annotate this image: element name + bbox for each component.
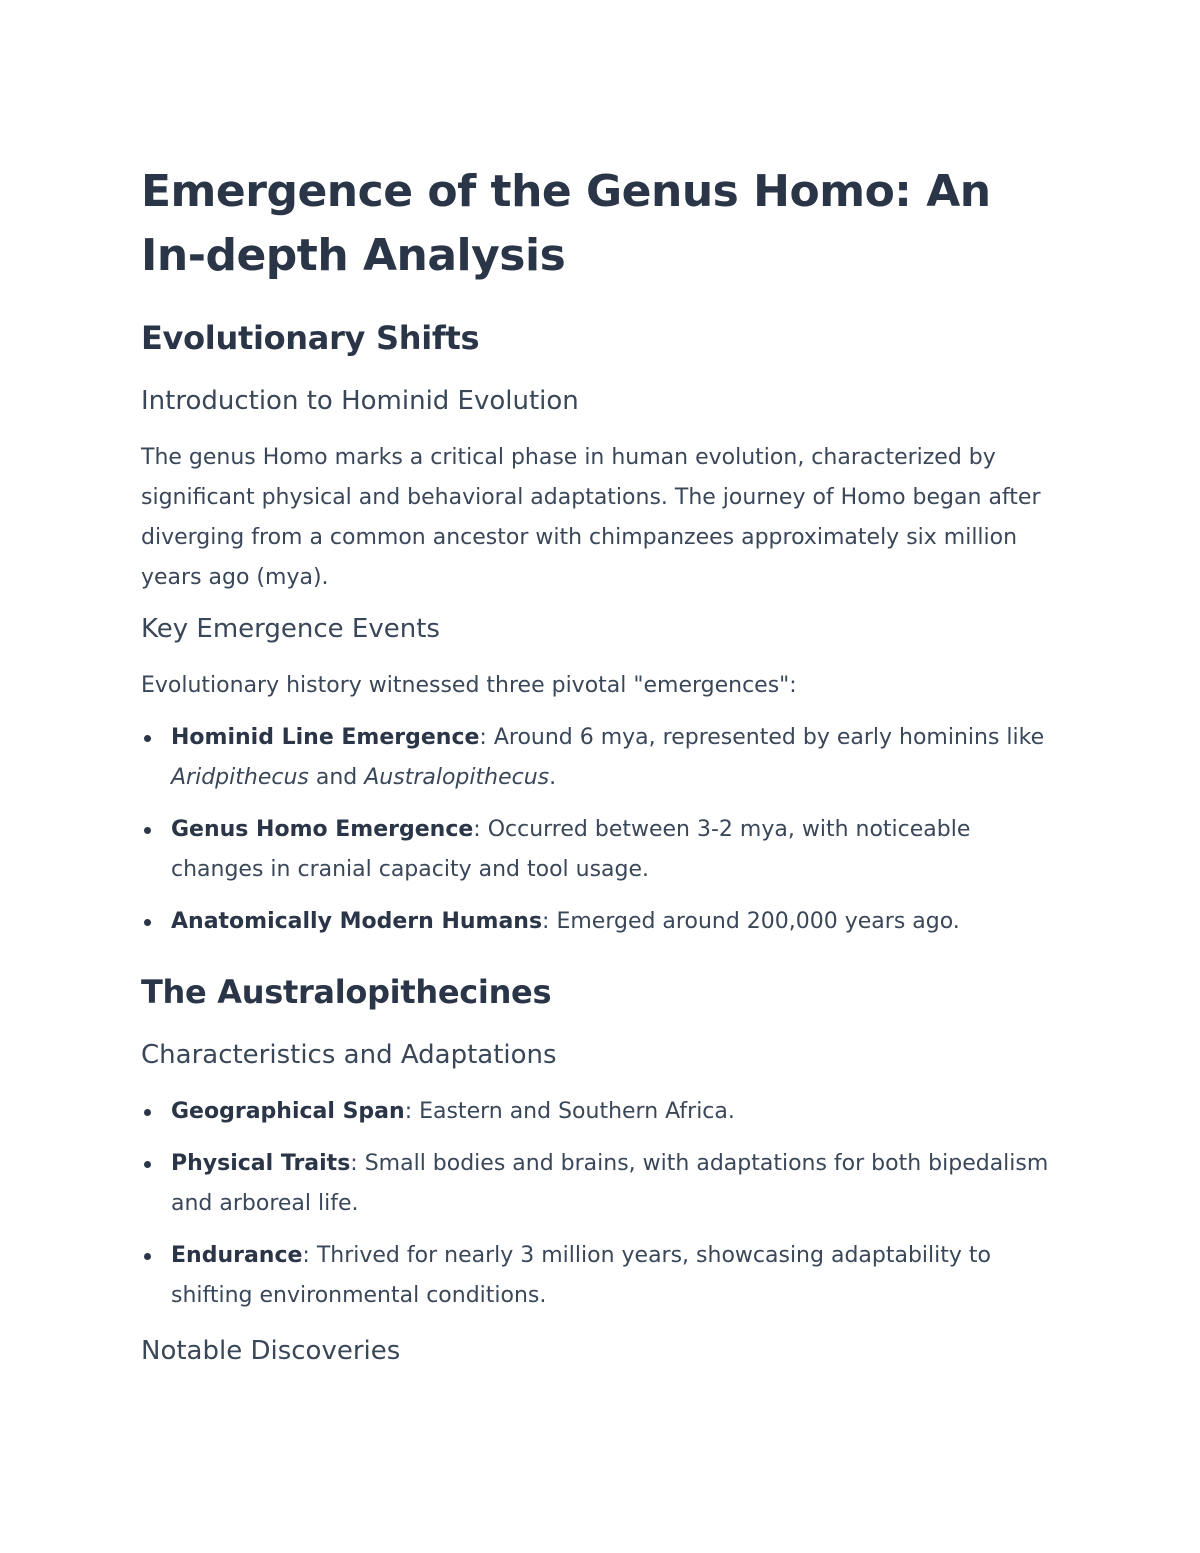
list-item-italic: Aridpithecus <box>171 765 309 790</box>
intro-paragraph: The genus Homo marks a critical phase in human evolution, characterized by significant physical and behavioral adaptations. The journey of Homo began after diverging from a common ancestor with chimpanzees approximately six million years ago (mya). <box>141 445 1041 590</box>
subheading-characteristics: Characteristics and Adaptations <box>141 1040 557 1070</box>
list-item-text: : Small bodies and brains, with adaptations for both bipedalism and arboreal life. <box>171 1151 1049 1216</box>
list-item-text: and <box>308 765 365 790</box>
list-item <box>141 1144 1061 1224</box>
list-item-term: Hominid Line Emergence <box>171 725 480 750</box>
list-item-term: Geographical Span <box>171 1099 405 1124</box>
list-item-italic: Australopithecus <box>364 765 550 790</box>
subheading-key-emergence-events: Key Emergence Events <box>141 614 440 644</box>
section-heading-evolutionary-shifts: Evolutionary Shifts <box>141 319 480 357</box>
subheading-notable-discoveries: Notable Discoveries <box>141 1336 401 1366</box>
document-page <box>141 160 1061 1388</box>
list-item <box>141 1236 1061 1316</box>
list-item <box>141 718 1061 798</box>
subheading-introduction: Introduction to Hominid Evolution <box>141 386 579 416</box>
list-item-text: . <box>549 765 557 790</box>
key-events-lead: Evolutionary history witnessed three pivotal "emergences": <box>141 673 797 698</box>
list-item-term: Physical Traits <box>171 1151 351 1176</box>
list-item-text: : Emerged around 200,000 years ago. <box>542 909 960 934</box>
section-heading-australopithecines: The Australopithecines <box>141 973 552 1011</box>
list-item-text: : Around 6 mya, represented by early hominins like <box>479 725 1045 750</box>
list-item <box>141 1092 1061 1132</box>
characteristics-list <box>141 1092 1061 1316</box>
list-item-term: Genus Homo Emergence <box>171 817 474 842</box>
list-item-text: : Thrived for nearly 3 million years, showcasing adaptability to shifting environmental conditions. <box>171 1243 991 1308</box>
list-item-text: : Eastern and Southern Africa. <box>404 1099 735 1124</box>
list-item <box>141 810 1061 890</box>
list-item <box>141 902 1061 942</box>
document-title: Emergence of the Genus Homo: An In-depth Analysis <box>141 166 991 281</box>
key-events-list <box>141 718 1061 942</box>
list-item-term: Anatomically Modern Humans <box>171 909 543 934</box>
list-item-term: Endurance <box>171 1243 303 1268</box>
list-item-text: : Occurred between 3-2 mya, with noticeable changes in cranial capacity and tool usage. <box>171 817 971 882</box>
